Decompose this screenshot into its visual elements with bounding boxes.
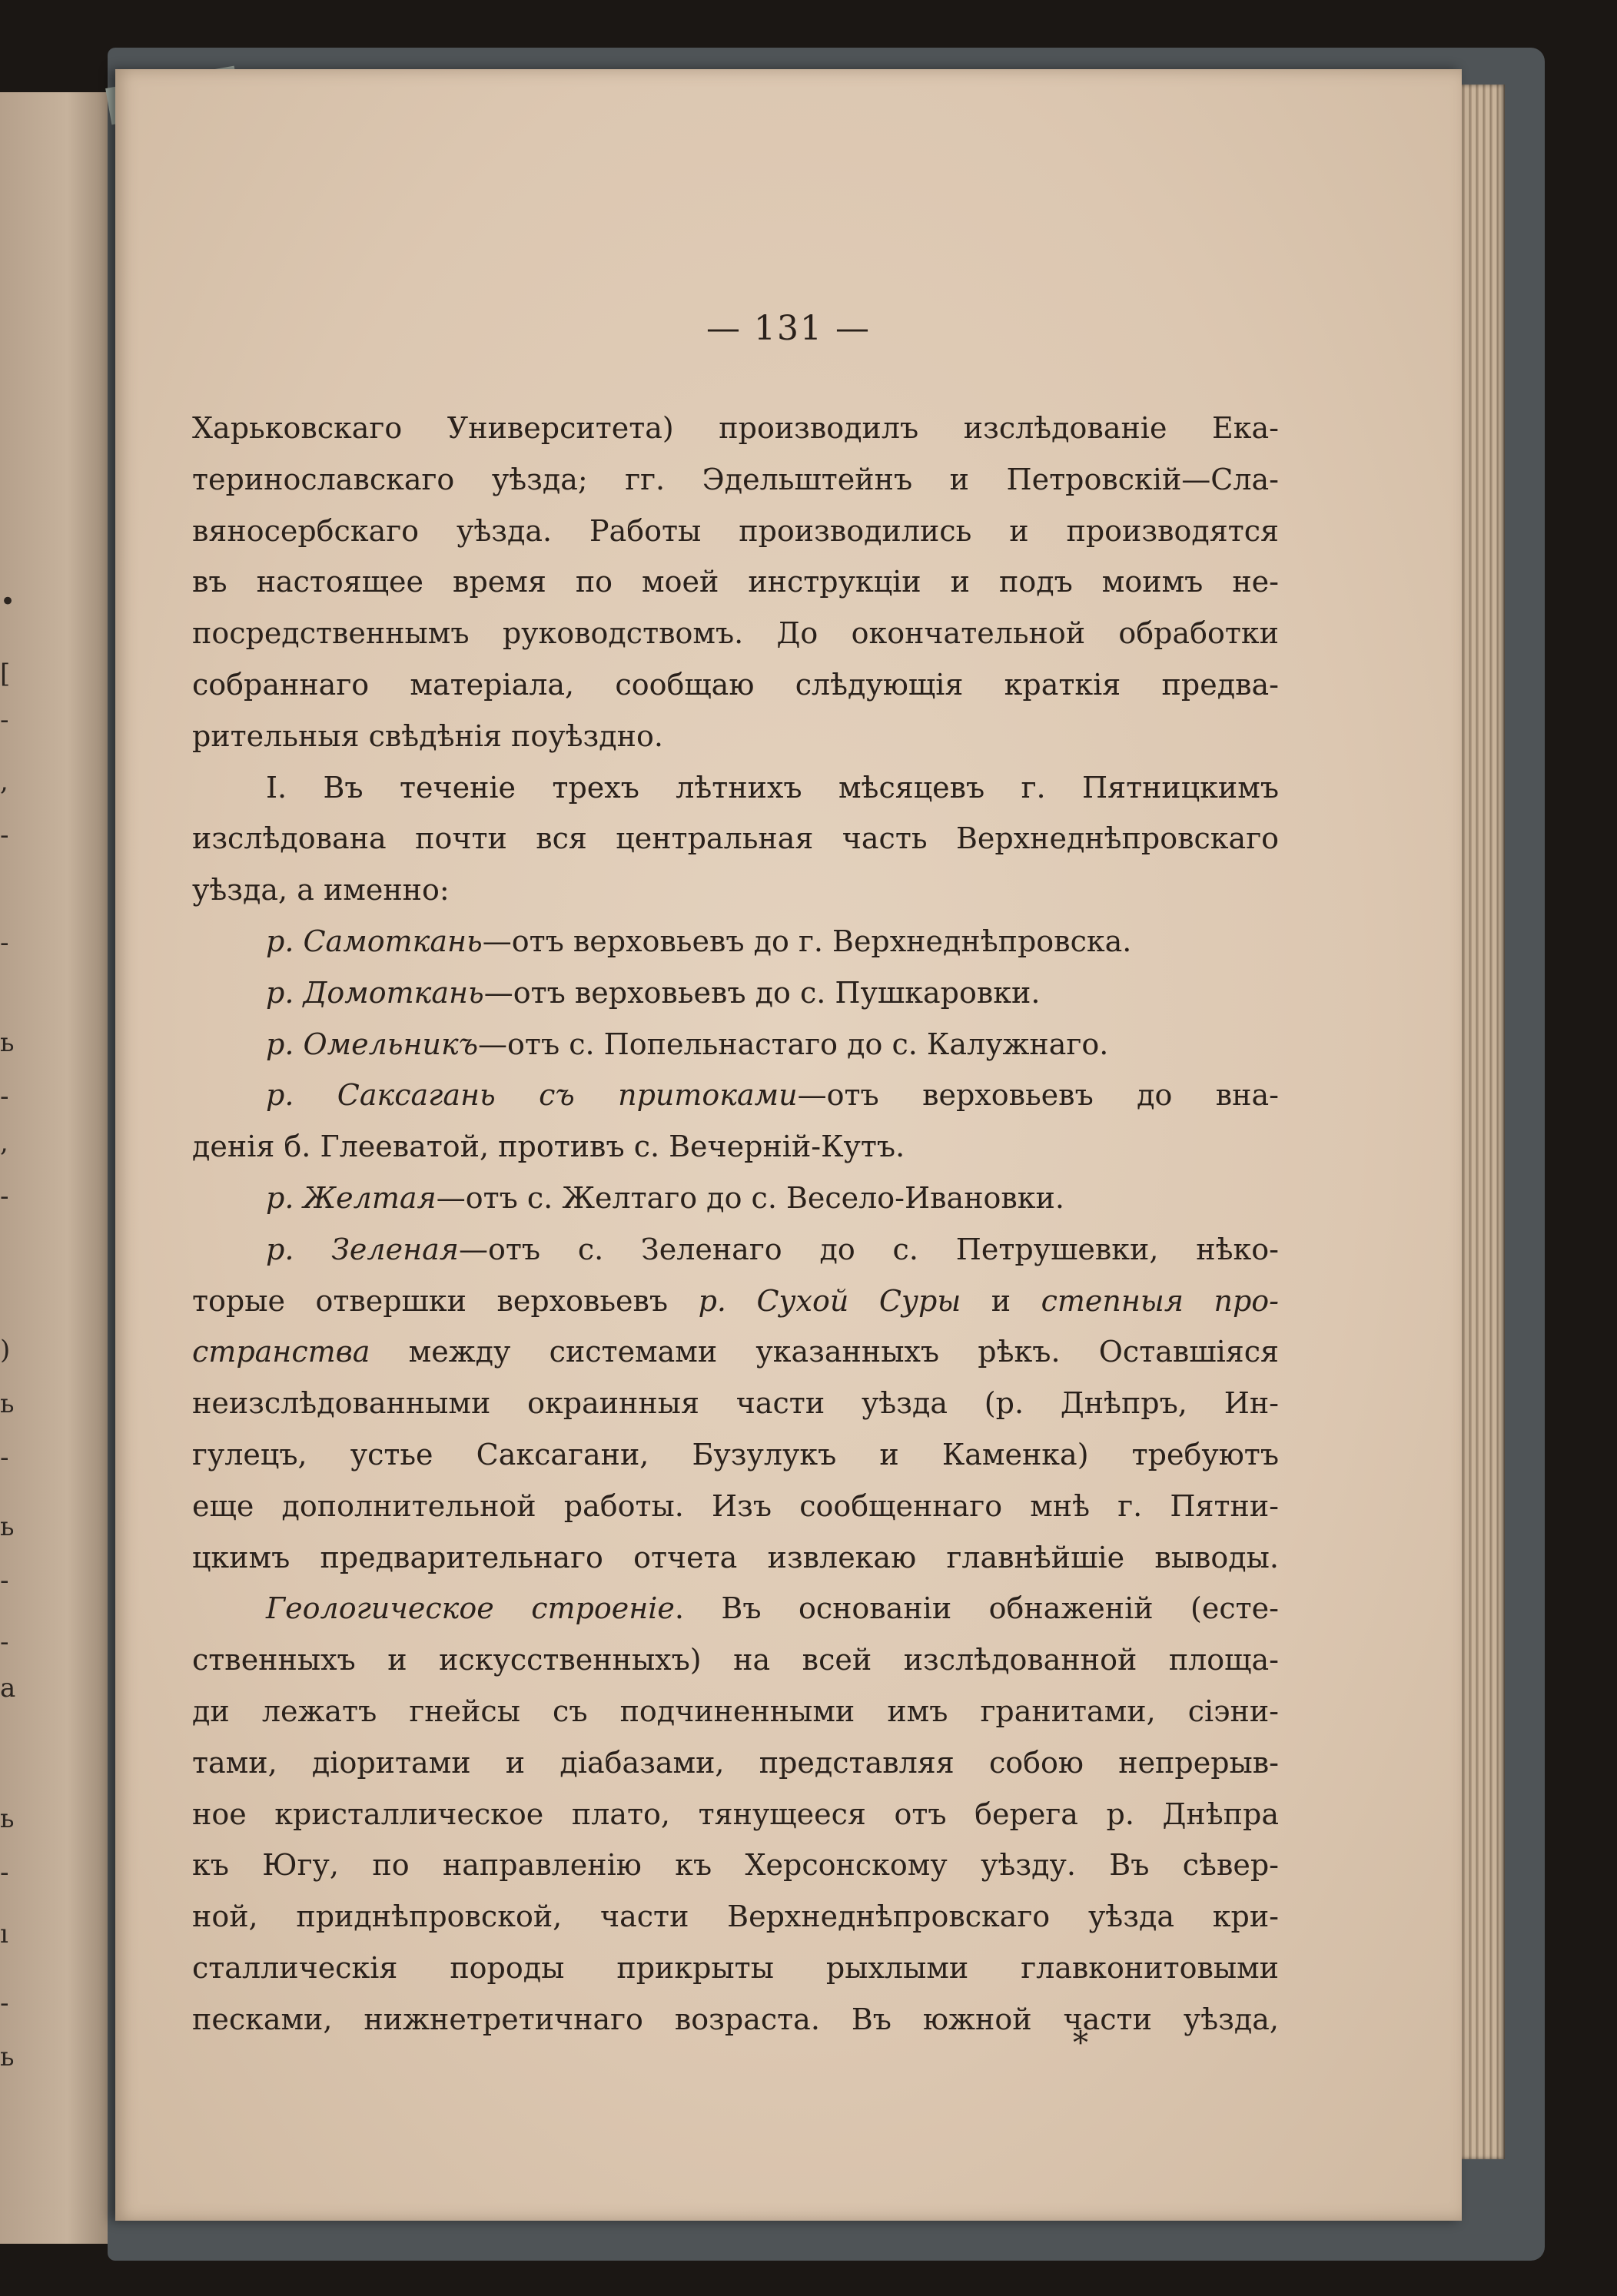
signature-mark: * <box>1073 2026 1088 2061</box>
river-name: р. Сухой Суры <box>698 1283 961 1318</box>
text-line: посредственнымъ руководствомъ. До окончательной обработки <box>192 616 1279 651</box>
text-line: песками, нижнетретичнаго возраста. Въ южной части уѣзда, <box>192 2002 1279 2036</box>
left-fragment: ь <box>0 1027 15 1058</box>
book-page <box>115 69 1462 2221</box>
text-line: изслѣдована почти вся центральная часть Верхнеднѣпровскаго <box>192 821 1279 856</box>
text-line: Харьковскаго Университета) производилъ изслѣдованіе Ека- <box>192 411 1279 445</box>
text-line: въ настоящее время по моей инструкціи и подъ моимъ не- <box>192 565 1279 599</box>
left-fragment: [ <box>0 659 11 689</box>
river-range: —отъ с. Желтаго до с. Весело-Ивановки. <box>436 1180 1064 1215</box>
text-line: теринославскаго уѣзда; гг. Эдельштейнъ и Петровскій—Сла- <box>192 462 1279 496</box>
text-line: I. Въ теченіе трехъ лѣтнихъ мѣсяцевъ г. Пятницкимъ <box>266 770 1279 805</box>
river-entry <box>192 967 1279 1019</box>
river-entry <box>192 916 1279 967</box>
left-fragment: ь <box>0 2042 15 2072</box>
text-line: денія б. Глееватой, противъ с. Вечерній-Кутъ. <box>192 1130 905 1164</box>
text-line: гулецъ, устье Саксагани, Бузулукъ и Каменка) требуютъ <box>192 1437 1279 1471</box>
left-fragment: a <box>0 1673 16 1704</box>
text-line: ной, приднѣпровской, части Верхнеднѣпровскаго уѣзда кри- <box>192 1900 1279 1934</box>
river-range: —отъ с. Попельнастаго до с. Калужнаго. <box>478 1027 1109 1061</box>
italic-term: степныя про- <box>1041 1283 1279 1318</box>
left-fragment: ) <box>0 1335 11 1365</box>
text-line <box>192 1326 1279 1378</box>
left-fragment: , <box>0 1127 8 1158</box>
text-line: еще дополнительной работы. Изъ сообщеннаго мнѣ г. Пятни- <box>192 1488 1279 1523</box>
text-line <box>192 1276 1279 1327</box>
river-entry <box>192 1224 1279 1276</box>
river-entry <box>192 1070 1279 1121</box>
left-fragment: - <box>0 1857 9 1888</box>
river-name: р. Желтая <box>266 1180 437 1215</box>
text-line: ное кристаллическое плато, тянущееся отъ берега р. Днѣпра <box>192 1797 1279 1831</box>
left-page-edge <box>0 92 123 2244</box>
river-range: —отъ верховьевъ до г. Верхнеднѣпровска. <box>482 924 1132 958</box>
text-line: тами, діоритами и діабазами, представляя собою непрерыв- <box>192 1745 1279 1780</box>
left-fragment: - <box>0 927 9 958</box>
italic-term: странства <box>192 1335 370 1369</box>
text-line: уѣзда, а именно: <box>192 873 450 907</box>
text-line: неизслѣдованными окраинныя части уѣзда (р. Днѣпръ, Ин- <box>192 1386 1279 1421</box>
left-fragment: - <box>0 1442 9 1473</box>
left-fragment: - <box>0 1627 9 1657</box>
text-line: сталлическія породы прикрыты рыхлыми главконитовыми <box>192 1950 1279 1985</box>
page-number: — 131 — <box>706 309 871 348</box>
river-name: р. Зеленая <box>266 1232 459 1266</box>
river-name: р. Домоткань <box>266 975 484 1010</box>
section-heading-line <box>192 1583 1279 1634</box>
text-line: цкимъ предварительнаго отчета извлекаю главнѣйшіе выводы. <box>192 1540 1279 1574</box>
left-page-fragments <box>0 92 123 2244</box>
left-fragment: - <box>0 1081 9 1112</box>
river-entry <box>192 1019 1279 1070</box>
text-line: къ Югу, по направленію къ Херсонскому уѣзду. Въ сѣвер- <box>192 1848 1279 1883</box>
text-line: вяносербскаго уѣзда. Работы производились и производятся <box>192 513 1279 548</box>
section-heading: Геологическое строеніе <box>266 1591 675 1626</box>
left-fragment: , <box>0 766 8 797</box>
left-fragment: ь <box>0 1511 15 1542</box>
text-run: и <box>961 1283 1041 1318</box>
left-fragment: ı <box>0 1919 8 1949</box>
left-fragment: - <box>0 705 9 735</box>
left-fragment: - <box>0 1565 9 1596</box>
river-range: —отъ с. Зеленаго до с. Петрушевки, нѣко- <box>458 1232 1279 1266</box>
text-line: ственныхъ и искусственныхъ) на всей изслѣдованной площа- <box>192 1643 1279 1677</box>
body-text <box>192 403 1279 2045</box>
text-run: . Въ основаніи обнаженій (есте- <box>674 1591 1279 1626</box>
text-run: между системами указанныхъ рѣкъ. Оставшіяся <box>370 1335 1279 1369</box>
river-range: —отъ верховьевъ до вна- <box>797 1078 1280 1113</box>
river-name: р. Самоткань <box>266 924 483 958</box>
river-entry <box>192 1173 1279 1224</box>
river-range: —отъ верховьевъ до с. Пушкаровки. <box>483 975 1041 1010</box>
text-line: рительныя свѣдѣнія поуѣздно. <box>192 718 663 753</box>
text-line: ди лежатъ гнейсы съ подчиненными имъ гранитами, сіэни- <box>192 1694 1279 1728</box>
left-fragment: - <box>0 1988 9 2019</box>
river-name: р. Саксагань съ притоками <box>266 1078 798 1113</box>
text-line: собраннаго матеріала, сообщаю слѣдующія краткія предва- <box>192 667 1279 702</box>
text-run: торые отвершки верховьевъ <box>192 1283 699 1318</box>
left-fragment: • <box>0 586 16 617</box>
left-fragment: ь <box>0 1803 15 1834</box>
left-fragment: - <box>0 820 9 851</box>
left-fragment: ь <box>0 1389 15 1419</box>
river-name: р. Омельникъ <box>266 1027 479 1061</box>
left-fragment: - <box>0 1181 9 1212</box>
